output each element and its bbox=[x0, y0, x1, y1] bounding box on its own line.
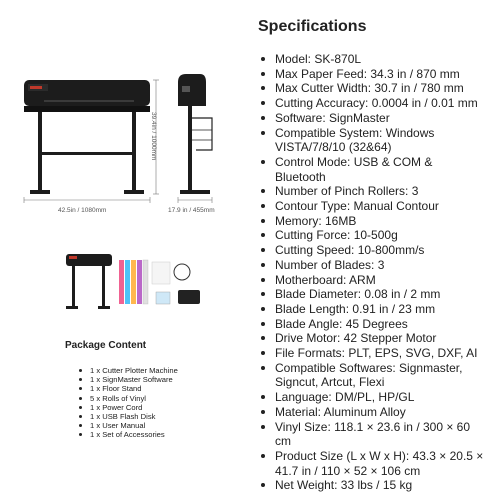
spec-item: Net Weight: 33 lbs / 15 kg bbox=[258, 478, 484, 493]
package-item: 1 x Floor Stand bbox=[78, 384, 178, 393]
spec-item: Max Cutter Width: 30.7 in / 780 mm bbox=[258, 81, 484, 96]
cutter-front-view bbox=[24, 80, 150, 194]
spec-item: Drive Motor: 42 Stepper Motor bbox=[258, 331, 484, 346]
package-item: 1 x User Manual bbox=[78, 421, 178, 430]
height-dimension-label: 39.4in / 1000mm bbox=[150, 112, 157, 161]
package-content-list bbox=[78, 366, 178, 440]
spec-item: Cutting Force: 10-500g bbox=[258, 228, 484, 243]
width-dimension-label: 42.5in / 1080mm bbox=[58, 207, 107, 214]
spec-item: Cutting Accuracy: 0.0004 in / 0.01 mm bbox=[258, 96, 484, 111]
package-item: 1 x Cutter Plotter Machine bbox=[78, 366, 178, 375]
product-diagram bbox=[0, 0, 250, 330]
spec-item: Blade Angle: 45 Degrees bbox=[258, 317, 484, 332]
package-contents-image bbox=[66, 254, 200, 309]
spec-item: Language: DM/PL, HP/GL bbox=[258, 390, 484, 405]
package-item: 1 x Set of Accessories bbox=[78, 430, 178, 439]
spec-item: Memory: 16MB bbox=[258, 214, 484, 229]
spec-item: Blade Diameter: 0.08 in / 2 mm bbox=[258, 287, 484, 302]
package-item: 1 x SignMaster Software bbox=[78, 375, 178, 384]
package-item: 1 x Power Cord bbox=[78, 403, 178, 412]
spec-item: Vinyl Size: 118.1 × 23.6 in / 300 × 60 cm bbox=[258, 420, 484, 449]
spec-item: Blade Length: 0.91 in / 23 mm bbox=[258, 302, 484, 317]
spec-item: Product Size (L x W x H): 43.3 × 20.5 × 41.7 in / 110 × 52 × 106 cm bbox=[258, 449, 484, 478]
spec-item: Number of Pinch Rollers: 3 bbox=[258, 184, 484, 199]
specifications-list bbox=[258, 52, 484, 493]
spec-item: Model: SK-870L bbox=[258, 52, 484, 67]
cutter-side-view bbox=[178, 74, 212, 194]
specifications-title: Specifications bbox=[258, 18, 367, 35]
spec-item: Compatible System: Windows VISTA/7/8/10 (32&64) bbox=[258, 126, 484, 155]
spec-item: File Formats: PLT, EPS, SVG, DXF, AI bbox=[258, 346, 484, 361]
spec-item: Contour Type: Manual Contour bbox=[258, 199, 484, 214]
spec-item: Compatible Softwares: Signmaster, Signcut, Artcut, Flexi bbox=[258, 361, 484, 390]
package-item: 1 x USB Flash Disk bbox=[78, 412, 178, 421]
spec-item: Motherboard: ARM bbox=[258, 273, 484, 288]
spec-item: Software: SignMaster bbox=[258, 111, 484, 126]
spec-item: Max Paper Feed: 34.3 in / 870 mm bbox=[258, 67, 484, 82]
package-content-title: Package Content bbox=[65, 340, 147, 351]
spec-item: Control Mode: USB & COM & Bluetooth bbox=[258, 155, 484, 184]
depth-dimension-label: 17.9 in / 455mm bbox=[168, 207, 215, 214]
spec-item: Cutting Speed: 10-800mm/s bbox=[258, 243, 484, 258]
spec-item: Number of Blades: 3 bbox=[258, 258, 484, 273]
package-item: 5 x Rolls of Vinyl bbox=[78, 394, 178, 403]
spec-item: Material: Aluminum Alloy bbox=[258, 405, 484, 420]
